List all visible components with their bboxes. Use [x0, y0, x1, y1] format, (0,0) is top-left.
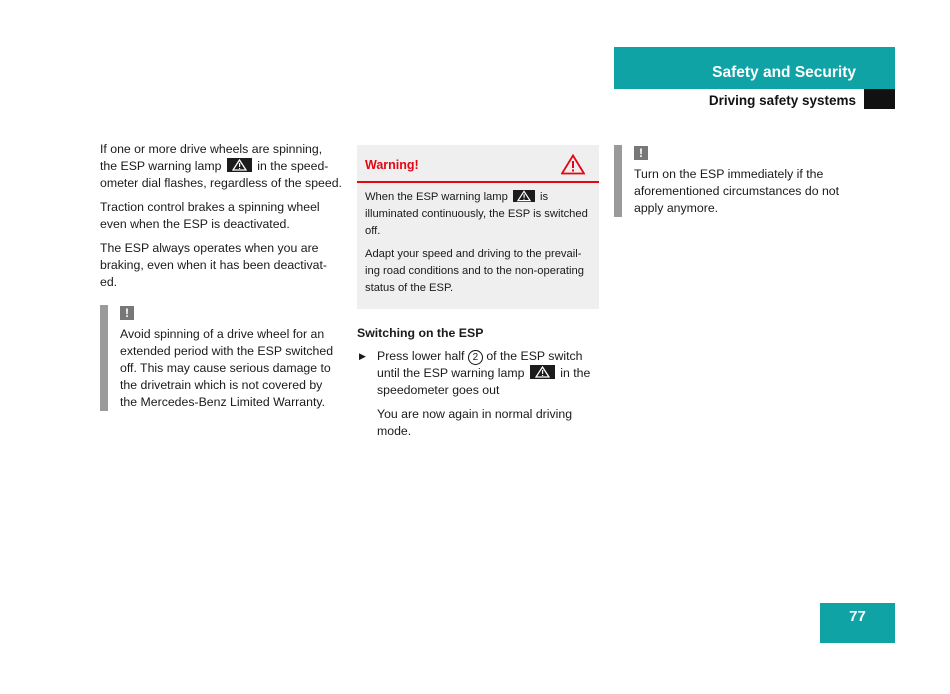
esp-warning-lamp-icon	[513, 190, 535, 202]
step-result: You are now again in normal driving mode.	[377, 407, 573, 438]
notice-bar	[614, 145, 622, 217]
esp-warning-lamp-icon	[227, 158, 252, 172]
section-title: Driving safety systems	[708, 93, 856, 108]
esp-warning-lamp-icon	[530, 365, 555, 379]
notice-icon: !	[120, 306, 134, 320]
warning-text: When the ESP warning lamp is illuminated continuously, the ESP is switched off.	[365, 191, 588, 237]
subheading: Switching on the ESP	[357, 326, 484, 340]
section-marker	[864, 89, 895, 109]
notice-text: Avoid spinning of a drive wheel for an extended period with the ESP switched off. This may cause serious damage to the drivetrain which is not covered by the Mercedes-Benz Limited Warranty.	[120, 327, 334, 409]
paragraph: Traction control brakes a spinning wheel even when the ESP is deactivated.	[100, 200, 320, 231]
callout-number: 2	[468, 350, 483, 365]
arrow-right-icon: ▶	[359, 351, 366, 361]
notice-bar	[100, 305, 108, 411]
warning-header	[357, 145, 599, 183]
chapter-title: Safety and Security	[712, 64, 856, 81]
notice-box	[100, 305, 342, 411]
chapter-header	[614, 47, 895, 89]
paragraph: If one or more drive wheels are spinning, the ESP warning lamp in the speed-ometer dial flashes, regardless of the speed.	[100, 142, 342, 190]
warning-box	[357, 145, 599, 309]
instruction-step: ▶ Press lower half 2 of the ESP switch until the ESP warning lamp in the speedometer goes out You are now again in normal driving mode.	[357, 348, 599, 440]
column-right	[614, 145, 859, 217]
warning-triangle-icon	[561, 154, 585, 175]
paragraph: The ESP always operates when you are braking, even when it has been deactivat-ed.	[100, 241, 327, 289]
page-number: 77	[820, 603, 895, 643]
warning-text: Adapt your speed and driving to the prevail-ing road conditions and to the non-operating status of the ESP.	[365, 248, 584, 294]
column-middle	[357, 145, 599, 447]
notice-box	[614, 145, 859, 217]
warning-title: Warning!	[365, 158, 419, 172]
notice-icon: !	[634, 146, 648, 160]
notice-text: Turn on the ESP immediately if the aforementioned circumstances do not apply anymore.	[634, 167, 840, 215]
column-left	[100, 141, 342, 411]
